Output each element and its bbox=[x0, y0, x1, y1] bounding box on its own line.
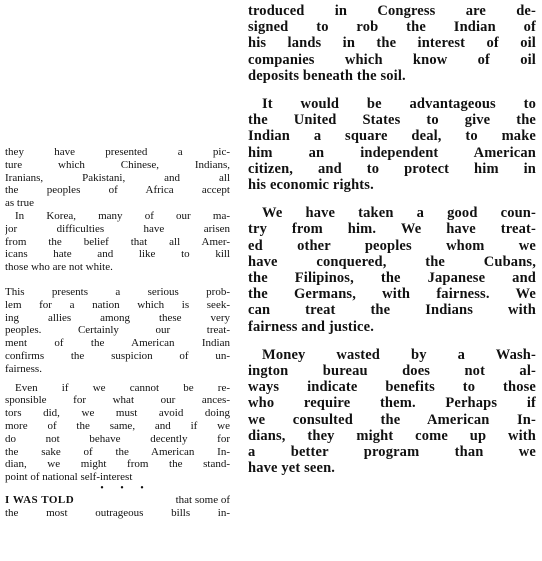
text-line: the peoples of Africa accept bbox=[5, 184, 230, 197]
text-line: ed other peoples whom we bbox=[248, 237, 536, 254]
text-line: his lands in the interest of oil bbox=[248, 35, 536, 52]
text-line: citizen, and to protect him in bbox=[248, 160, 536, 177]
text-line: fairness. bbox=[5, 362, 42, 375]
paragraph-gap bbox=[5, 274, 230, 286]
text-line: tors did, we must avoid doing bbox=[5, 407, 230, 420]
text-line: the Filipinos, the Japanese and bbox=[248, 270, 536, 287]
text-line: signed to rob the Indian of bbox=[248, 19, 536, 36]
text-line: dian, we might from the stand- bbox=[5, 458, 230, 471]
text-line: the United States to give the bbox=[248, 112, 536, 129]
text-line: lem for a nation which is seek- bbox=[5, 298, 230, 311]
text-line: try from him. We have treat- bbox=[248, 221, 536, 238]
text-line: can treat the Indians with bbox=[248, 302, 536, 319]
paragraph-4 bbox=[248, 347, 536, 477]
text-line bbox=[5, 494, 230, 507]
left-column bbox=[5, 146, 230, 520]
text-line: Iranians, Pakistani, and all bbox=[5, 171, 230, 184]
text-line: as true bbox=[5, 197, 35, 210]
text-line: sponsible for what our ances- bbox=[5, 394, 230, 407]
paragraph-4 bbox=[5, 382, 230, 484]
text-line: more of the same, and if we bbox=[5, 419, 230, 432]
text-line: It would be advantageous to bbox=[262, 96, 536, 113]
text-line: We have taken a good coun- bbox=[262, 205, 536, 222]
text-line: dians, they might come up with bbox=[248, 427, 536, 444]
text-line: the most outrageous bills in- bbox=[5, 506, 230, 519]
text-line-rest: that some of bbox=[175, 493, 230, 506]
text-line: ways indicate benefits to those bbox=[248, 379, 536, 396]
text-line: This presents a serious prob- bbox=[5, 285, 230, 298]
paragraph-gap bbox=[248, 84, 536, 96]
section-lead-in: I WAS TOLD bbox=[5, 493, 75, 506]
text-line: a better program than we bbox=[248, 444, 536, 461]
paragraph-5 bbox=[5, 494, 230, 520]
paragraph-gap bbox=[248, 193, 536, 205]
text-line: from the belief that all Amer- bbox=[5, 235, 230, 248]
text-line: peoples. Certainly our treat- bbox=[5, 324, 230, 337]
text-line: confirms the suspicion of un- bbox=[5, 349, 230, 362]
paragraph-2 bbox=[248, 96, 536, 193]
text-line: fairness and justice. bbox=[248, 318, 374, 335]
text-line: ing allies among these very bbox=[5, 311, 230, 324]
text-line: troduced in Congress are de- bbox=[248, 3, 536, 19]
text-line: In Korea, many of our ma- bbox=[15, 209, 230, 222]
text-line: ington bureau does not al- bbox=[248, 363, 536, 380]
text-line: Indian a square deal, to make bbox=[248, 128, 536, 145]
paragraph-3 bbox=[5, 286, 230, 376]
text-line: ment of the American Indian bbox=[5, 337, 230, 350]
paragraph-gap bbox=[248, 335, 536, 347]
text-line: do not behave decently for bbox=[5, 432, 230, 445]
text-line: him an independent American bbox=[248, 144, 536, 161]
text-line: the sake of the American In- bbox=[5, 445, 230, 458]
text-line: Money wasted by a Wash- bbox=[262, 346, 536, 363]
text-line: Even if we cannot be re- bbox=[15, 381, 230, 394]
paragraph-1 bbox=[5, 146, 230, 210]
paragraph-1 bbox=[248, 3, 536, 84]
section-separator: • • • bbox=[100, 482, 151, 494]
paragraph-2 bbox=[5, 210, 230, 274]
text-line: the Germans, with fairness. We bbox=[248, 286, 536, 303]
text-line: have yet seen. bbox=[248, 460, 336, 477]
text-line: deposits beneath the soil. bbox=[248, 67, 406, 84]
text-line: those who are not white. bbox=[5, 261, 113, 274]
text-line: jor difficulties have arisen bbox=[5, 222, 230, 235]
paragraph-3 bbox=[248, 205, 536, 335]
text-line: his economic rights. bbox=[248, 177, 374, 194]
text-line: they have presented a pic- bbox=[5, 146, 230, 158]
right-column bbox=[248, 3, 536, 476]
text-line: point of national self-interest bbox=[5, 471, 133, 484]
text-line: have conquered, the Cubans, bbox=[248, 253, 536, 270]
text-line: icans hate and like to kill bbox=[5, 248, 230, 261]
text-line: companies which know of oil bbox=[248, 51, 536, 68]
text-line: who require them. Perhaps if bbox=[248, 395, 536, 412]
text-line: we consulted the American In- bbox=[248, 411, 536, 428]
text-line: ture which Chinese, Indians, bbox=[5, 158, 230, 171]
